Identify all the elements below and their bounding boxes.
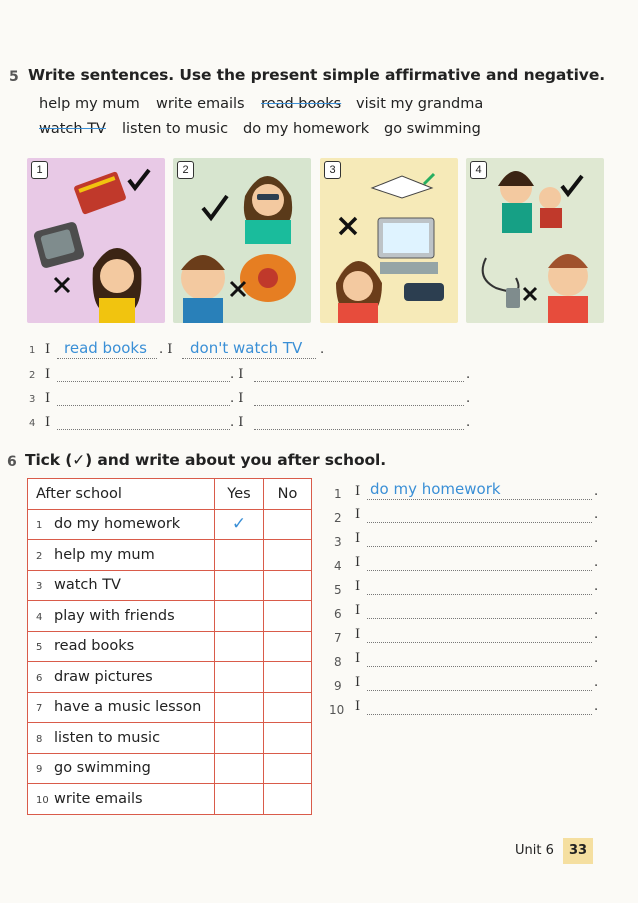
- line-start: I: [355, 675, 361, 690]
- yes-cell[interactable]: [215, 540, 264, 571]
- activity-cell: [28, 784, 215, 815]
- row-number: 10: [36, 794, 49, 806]
- line-end: .: [594, 507, 599, 522]
- sentence-number: 3: [29, 394, 36, 405]
- line-end: .: [594, 675, 599, 690]
- no-cell[interactable]: [264, 570, 312, 601]
- line-number: 10: [329, 703, 345, 717]
- exercise-5-title: Write sentences. Use the present simple affirmative and negative.: [28, 66, 606, 84]
- line-start: I: [355, 531, 361, 546]
- table-row: [28, 631, 312, 662]
- row-number: 2: [36, 550, 43, 562]
- word-bank-item-crossed: read books: [261, 96, 342, 112]
- line-end: .: [594, 627, 599, 642]
- table-row: [28, 723, 312, 754]
- activity-cell: [28, 509, 215, 540]
- row-number: 3: [36, 581, 43, 593]
- row-number: 5: [36, 642, 43, 654]
- no-cell[interactable]: [264, 753, 312, 784]
- no-cell[interactable]: [264, 601, 312, 632]
- sentence-number: 2: [29, 370, 36, 381]
- activity-label: have a music lesson: [54, 699, 202, 716]
- answer-line[interactable]: [367, 666, 592, 667]
- activity-cell: [28, 601, 215, 632]
- activity-label: listen to music: [54, 729, 161, 746]
- word-bank-item: listen to music: [122, 121, 229, 137]
- yes-cell[interactable]: [215, 570, 264, 601]
- table-row: [28, 662, 312, 693]
- line-number: 7: [334, 631, 342, 645]
- activity-cell: [28, 723, 215, 754]
- activity-label: play with friends: [54, 607, 175, 624]
- illustration-book-computer-girl-icon: [320, 158, 458, 323]
- table-row: [28, 540, 312, 571]
- picture-1: [27, 158, 165, 323]
- activity-cell: [28, 662, 215, 693]
- yes-cell[interactable]: [215, 692, 264, 723]
- answer-line[interactable]: [57, 358, 157, 359]
- word-bank-item-crossed: watch TV: [39, 121, 106, 137]
- answer-line[interactable]: [367, 690, 592, 691]
- line-number: 3: [334, 535, 342, 549]
- no-cell[interactable]: [264, 662, 312, 693]
- picture-number: 2: [177, 161, 194, 179]
- exercise-5-number: 5: [9, 69, 19, 85]
- sentence-end: .: [466, 415, 471, 430]
- line-start: I: [355, 651, 361, 666]
- answer-line[interactable]: [57, 405, 230, 406]
- activity-label: read books: [54, 638, 135, 655]
- answer-line[interactable]: [182, 358, 316, 359]
- line-start: I: [355, 507, 361, 522]
- line-number: 9: [334, 679, 342, 693]
- answer-line[interactable]: [367, 522, 592, 523]
- picture-number: 3: [324, 161, 341, 179]
- line-number: 4: [334, 559, 342, 573]
- sentence-start: I: [45, 415, 51, 430]
- line-number: 6: [334, 607, 342, 621]
- row-number: 7: [36, 703, 43, 715]
- word-bank-item: do my homework: [243, 121, 370, 137]
- row-number: 4: [36, 611, 43, 623]
- line-number: 5: [334, 583, 342, 597]
- answer-line[interactable]: [367, 642, 592, 643]
- yes-cell[interactable]: [215, 753, 264, 784]
- line-number: 2: [334, 511, 342, 525]
- sentence-middle: . I: [159, 342, 173, 357]
- word-bank-item: go swimming: [384, 121, 481, 137]
- table-row: [28, 692, 312, 723]
- picture-number: 1: [31, 161, 48, 179]
- header-yes: Yes: [215, 479, 264, 510]
- activity-label: help my mum: [54, 546, 155, 563]
- word-bank-item: visit my grandma: [356, 96, 484, 112]
- line-start: I: [355, 627, 361, 642]
- line-end: .: [594, 531, 599, 546]
- row-number: 8: [36, 733, 43, 745]
- word-bank-item: help my mum: [39, 96, 140, 112]
- table-row: [28, 601, 312, 632]
- sentence-start: I: [45, 367, 51, 382]
- row-number: 1: [36, 520, 43, 532]
- table-header-row: [28, 479, 312, 510]
- activity-cell: [28, 540, 215, 571]
- sentence-middle: . I: [230, 367, 244, 382]
- word-bank-item: write emails: [156, 96, 245, 112]
- activity-label: watch TV: [54, 577, 121, 594]
- line-end: .: [594, 699, 599, 714]
- illustration-book-tv-girl-icon: [27, 158, 165, 323]
- line-number: 8: [334, 655, 342, 669]
- sentence-middle: . I: [230, 391, 244, 406]
- answer-line[interactable]: [57, 429, 230, 430]
- sentence-start: I: [45, 342, 51, 357]
- sentence-start: I: [45, 391, 51, 406]
- picture-3: [320, 158, 458, 323]
- answer-line[interactable]: [254, 405, 464, 406]
- activity-cell: [28, 631, 215, 662]
- no-cell[interactable]: [264, 631, 312, 662]
- yes-cell[interactable]: [215, 662, 264, 693]
- sentence-end: .: [466, 367, 471, 382]
- yes-cell[interactable]: [215, 784, 264, 815]
- line-end: .: [594, 484, 599, 499]
- answer-line[interactable]: [367, 594, 592, 595]
- yes-cell[interactable]: [215, 631, 264, 662]
- yes-cell[interactable]: [215, 601, 264, 632]
- answer-text: read books: [64, 339, 147, 357]
- line-start: I: [355, 579, 361, 594]
- after-school-table: [27, 478, 312, 815]
- no-cell[interactable]: [264, 509, 312, 540]
- row-number: 6: [36, 672, 43, 684]
- sentence-number: 4: [29, 418, 36, 429]
- activity-cell: [28, 570, 215, 601]
- no-cell[interactable]: [264, 784, 312, 815]
- answer-text: don't watch TV: [190, 339, 303, 357]
- tick-mark-icon: ✓: [231, 514, 247, 535]
- exercise-6-number: 6: [7, 454, 17, 470]
- answer-text: do my homework: [370, 480, 501, 498]
- answer-line[interactable]: [367, 714, 592, 715]
- activity-label: go swimming: [54, 760, 151, 777]
- answer-line[interactable]: [367, 546, 592, 547]
- activity-cell: [28, 692, 215, 723]
- picture-2: [173, 158, 311, 323]
- picture-4: [466, 158, 604, 323]
- illustration-grandma-music-boy-icon: [466, 158, 604, 323]
- table-row: [28, 509, 312, 540]
- line-start: I: [355, 699, 361, 714]
- answer-line[interactable]: [367, 570, 592, 571]
- answer-line[interactable]: [367, 618, 592, 619]
- line-start: I: [355, 484, 361, 499]
- line-start: I: [355, 603, 361, 618]
- table-row: [28, 784, 312, 815]
- header-no: No: [264, 479, 312, 510]
- illustration-woman-rug-boy-icon: [173, 158, 311, 323]
- sentence-end: .: [466, 391, 471, 406]
- answer-line[interactable]: [367, 499, 592, 500]
- no-cell[interactable]: [264, 723, 312, 754]
- unit-label: Unit 6: [515, 843, 554, 858]
- exercise-6-title: Tick (✓) and write about you after school.: [25, 451, 387, 469]
- row-number: 9: [36, 764, 43, 776]
- line-end: .: [594, 651, 599, 666]
- activity-label: draw pictures: [54, 668, 153, 685]
- activity-label: write emails: [54, 790, 143, 807]
- answer-line[interactable]: [254, 429, 464, 430]
- activity-cell: [28, 753, 215, 784]
- table-row: [28, 570, 312, 601]
- sentence-end: .: [320, 342, 325, 357]
- table-row: [28, 753, 312, 784]
- yes-cell[interactable]: [215, 509, 264, 540]
- line-end: .: [594, 579, 599, 594]
- sentence-middle: . I: [230, 415, 244, 430]
- header-after-school: After school: [28, 479, 215, 510]
- line-number: 1: [334, 487, 342, 501]
- line-start: I: [355, 555, 361, 570]
- answer-line[interactable]: [57, 381, 230, 382]
- no-cell[interactable]: [264, 692, 312, 723]
- line-end: .: [594, 555, 599, 570]
- activity-label: do my homework: [54, 516, 181, 533]
- line-end: .: [594, 603, 599, 618]
- picture-number: 4: [470, 161, 487, 179]
- sentence-number: 1: [29, 345, 36, 356]
- no-cell[interactable]: [264, 540, 312, 571]
- page-number: 33: [563, 838, 593, 864]
- yes-cell[interactable]: [215, 723, 264, 754]
- answer-line[interactable]: [254, 381, 464, 382]
